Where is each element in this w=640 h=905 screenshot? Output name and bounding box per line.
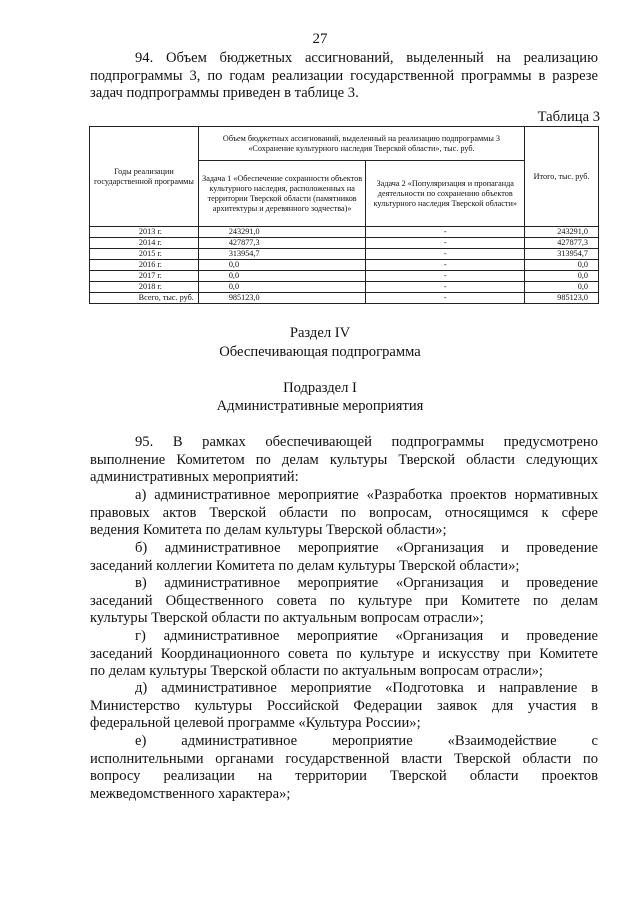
table-row <box>90 227 599 238</box>
cell-task-1: 985123,0 <box>198 293 366 304</box>
paragraph-line: задач подпрограммы приведен в таблице 3. <box>90 85 359 102</box>
column-header-total: Итого, тыс. руб. <box>525 127 599 227</box>
paragraph-line: исполнительными органами государственной власти Тверской области по <box>90 750 598 767</box>
page-number: 27 <box>312 31 328 47</box>
cell-year: 2015 г. <box>90 249 199 260</box>
paragraph-line: е) административное мероприятие «Взаимодействие с <box>135 733 598 749</box>
paragraph-line: а) административное мероприятие «Разработка проектов нормативных <box>135 487 598 503</box>
cell-year: 2014 г. <box>90 238 199 249</box>
item-a <box>90 487 598 540</box>
cell-total: 427877,3 <box>525 238 599 249</box>
paragraph-line: федеральной целевой программе «Культура России»; <box>90 715 421 732</box>
item-d <box>90 680 598 733</box>
cell-task-1: 427877,3 <box>198 238 366 249</box>
paragraph-line: д) административное мероприятие «Подготовка и направление в <box>135 680 598 696</box>
section-title: Раздел IV <box>289 325 351 341</box>
paragraph-line: 95. В рамках обеспечивающей подпрограммы предусмотрено <box>135 434 598 450</box>
paragraph-95 <box>90 434 598 487</box>
cell-total: 313954,7 <box>525 249 599 260</box>
cell-task-2: - <box>366 238 525 249</box>
column-header-years: Годы реализации государственной программы <box>90 127 199 227</box>
cell-task-1: 0,0 <box>198 271 366 282</box>
table-label: Таблица 3 <box>537 109 600 125</box>
cell-task-2: - <box>366 260 525 271</box>
paragraph-line: Министерство культуры Российской Федерации заявок для участия в <box>90 697 598 714</box>
cell-year: 2013 г. <box>90 227 199 238</box>
paragraph-line: б) административное мероприятие «Организация и проведение <box>135 540 598 556</box>
table-row <box>90 282 599 293</box>
item-b <box>90 540 598 575</box>
paragraph-94 <box>90 50 598 103</box>
column-header-budget-group: Объем бюджетных ассигнований, выделенный на реализацию подпрограммы 3 «Сохранение культурного наследия Тверской области», тыс. руб. <box>198 127 524 161</box>
item-v <box>90 575 598 628</box>
cell-total: 0,0 <box>525 260 599 271</box>
paragraph-line: ведения Комитета по делам культуры Тверской области»; <box>90 522 447 539</box>
budget-table <box>89 126 599 304</box>
column-header-task-1: Задача 1 «Обеспечение сохранности объектов культурного наследия, расположенных на территории Тверской области (памятников архитектуры и деревянного зодчества)» <box>198 161 366 227</box>
paragraph-line: 94. Объем бюджетных ассигнований, выделенный на реализацию <box>135 50 598 66</box>
subsection-title: Подраздел I <box>283 380 357 396</box>
paragraph-line: заседаний Общественного совета по культуре при Комитете по делам <box>90 592 598 609</box>
paragraph-line: правовых актов Тверской области по вопросам, относящимся к сфере <box>90 504 598 521</box>
cell-year: Всего, тыс. руб. <box>90 293 199 304</box>
cell-total: 243291,0 <box>525 227 599 238</box>
cell-task-1: 243291,0 <box>198 227 366 238</box>
paragraph-line: культуры Тверской области по актуальным вопросам отрасли»; <box>90 610 484 627</box>
cell-task-1: 0,0 <box>198 260 366 271</box>
cell-task-2: - <box>366 249 525 260</box>
table-row-total <box>90 293 599 304</box>
paragraph-line: в) административное мероприятие «Организация и проведение <box>135 575 598 591</box>
cell-task-1: 313954,7 <box>198 249 366 260</box>
table-row <box>90 249 599 260</box>
section-subtitle: Обеспечивающая подпрограмма <box>219 344 421 360</box>
subsection-subtitle: Административные мероприятия <box>216 398 424 414</box>
paragraph-line: по делам культуры Тверской области по актуальным вопросам отрасли»; <box>90 663 543 680</box>
table-row <box>90 260 599 271</box>
cell-total: 0,0 <box>525 282 599 293</box>
paragraph-line: заседаний коллегии Комитета по делам культуры Тверской области»; <box>90 557 520 574</box>
cell-year: 2018 г. <box>90 282 199 293</box>
cell-task-2: - <box>366 282 525 293</box>
paragraph-line: выполнение Комитетом по делам культуры Тверской области следующих <box>90 451 598 468</box>
table-row <box>90 271 599 282</box>
cell-task-1: 0,0 <box>198 282 366 293</box>
item-e <box>90 733 598 803</box>
column-header-task-2: Задача 2 «Популяризация и пропаганда деятельности по сохранению объектов культурного наследия Тверской области» <box>366 161 525 227</box>
paragraph-line: вопросу реализации на территории Тверской области проектов <box>90 768 598 785</box>
cell-year: 2016 г. <box>90 260 199 271</box>
cell-total: 0,0 <box>525 271 599 282</box>
paragraph-line: межведомственного характера»; <box>90 785 291 802</box>
table-row <box>90 238 599 249</box>
cell-task-2: - <box>366 293 525 304</box>
item-g <box>90 628 598 681</box>
paragraph-line: административных мероприятий: <box>90 469 299 486</box>
paragraph-line: г) административное мероприятие «Организация и проведение <box>135 628 598 644</box>
paragraph-line: заседаний Координационного совета по культуре и искусству при Комитете <box>90 645 598 662</box>
cell-task-2: - <box>366 271 525 282</box>
cell-year: 2017 г. <box>90 271 199 282</box>
cell-task-2: - <box>366 227 525 238</box>
cell-total: 985123,0 <box>525 293 599 304</box>
paragraph-line: подпрограммы 3, по годам реализации государственной программы в разрезе <box>90 67 598 84</box>
